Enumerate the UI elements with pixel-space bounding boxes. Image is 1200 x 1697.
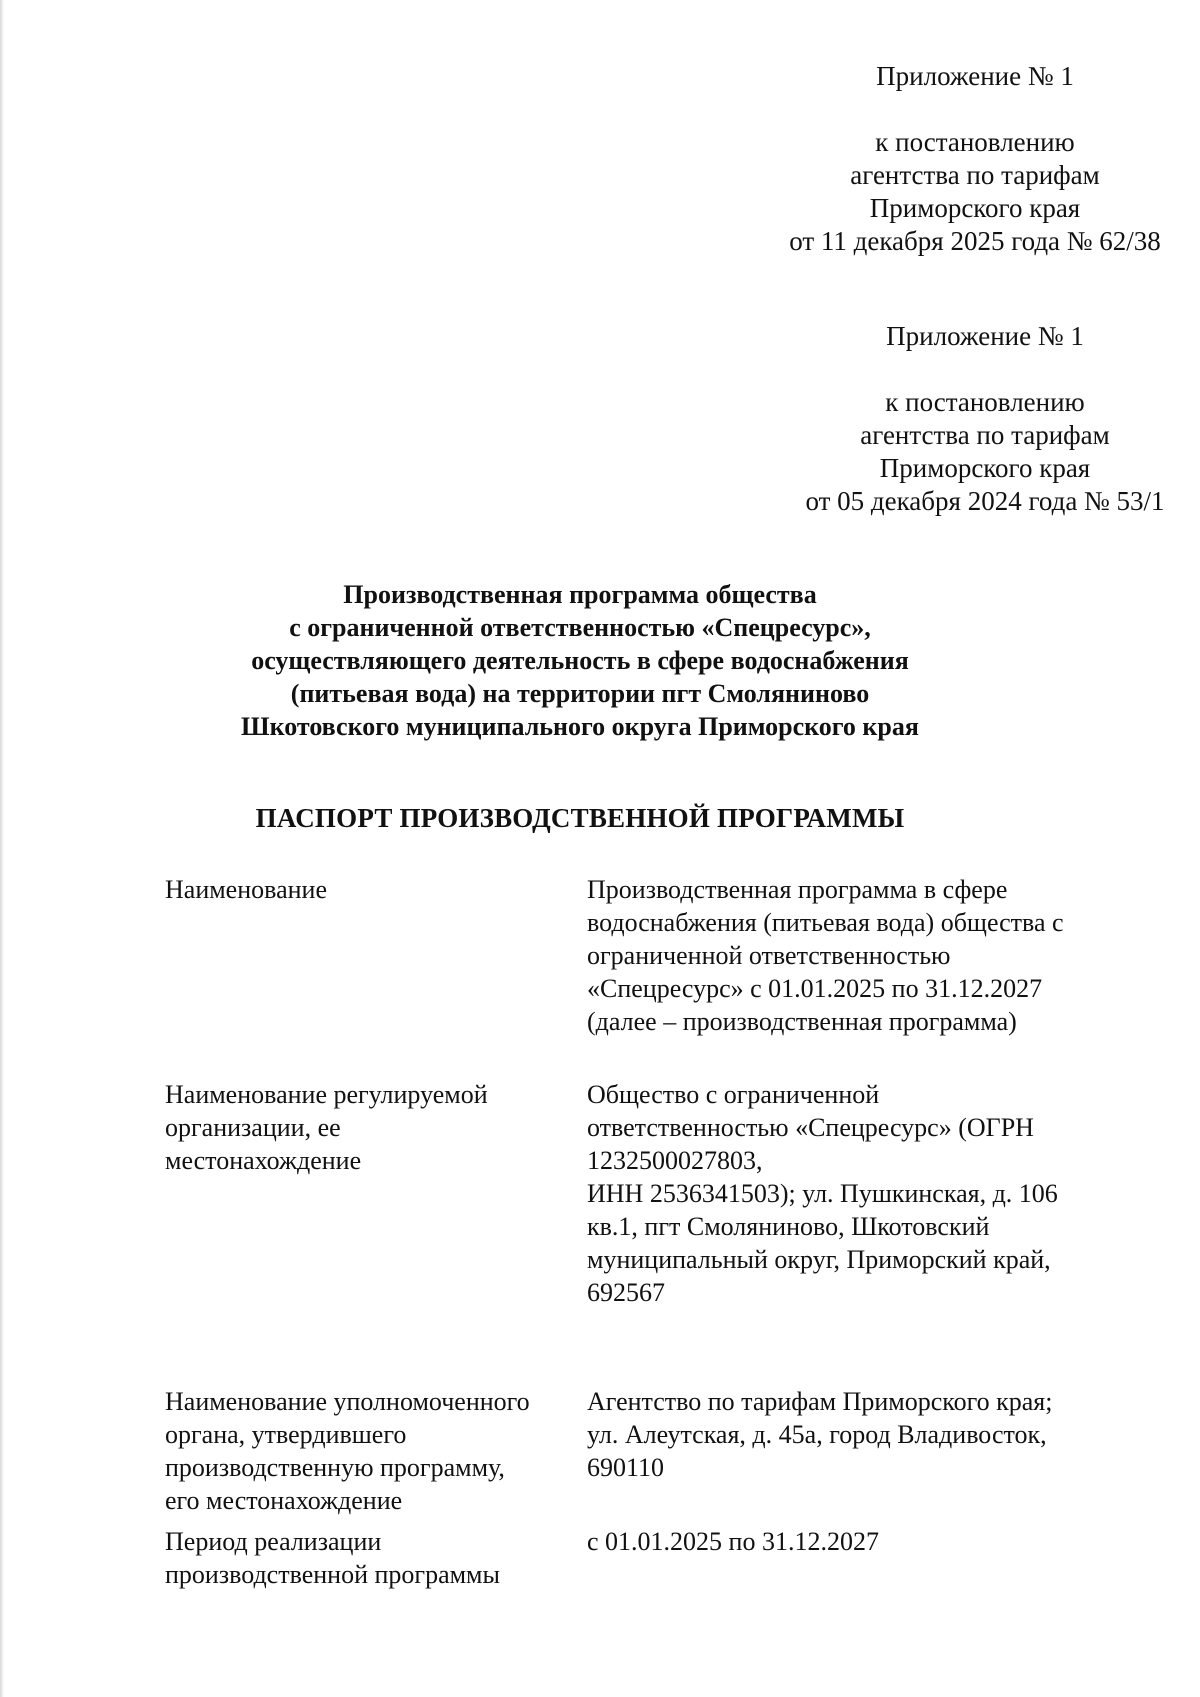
passport-row-value [587, 873, 1107, 1038]
label-line: его местонахождение [165, 1486, 403, 1515]
appendix-previous-line: агентства по тарифам [860, 420, 1110, 450]
program-title-line: Производственная программа общества [343, 580, 817, 609]
passport-row-value [587, 1078, 1107, 1309]
value-line: 692567 [587, 1278, 665, 1307]
label-line: производственную программу, [165, 1453, 505, 1482]
passport-row-label [165, 1525, 575, 1591]
value-line: Общество с ограниченной [587, 1080, 880, 1109]
value-line: ИНН 2536341503); ул. Пушкинская, д. 106 [587, 1179, 1058, 1208]
value-line: (далее – производственная программа) [587, 1007, 1017, 1036]
passport-row-label [165, 1385, 575, 1517]
appendix-current-title: Приложение № 1 [876, 61, 1074, 91]
scan-edge [0, 0, 4, 1697]
appendix-previous-line: от 05 декабря 2024 года № 53/1 [805, 486, 1165, 516]
label-line: Наименование [165, 875, 327, 904]
value-line: 690110 [587, 1453, 665, 1482]
label-line: Наименование регулируемой [165, 1080, 488, 1109]
value-line: ограниченной ответственностью [587, 941, 951, 970]
appendix-previous-title: Приложение № 1 [886, 321, 1084, 351]
appendix-previous-line: к постановлению [885, 387, 1085, 417]
label-line: Наименование уполномоченного [165, 1387, 530, 1416]
passport-row-value [587, 1525, 1107, 1558]
value-line: 1232500027803, [587, 1146, 763, 1175]
label-line: местонахождение [165, 1146, 362, 1175]
value-line: водоснабжения (питьевая вода) общества с [587, 908, 1064, 937]
passport-row-label [165, 873, 575, 906]
program-title-line: с ограниченной ответственностью «Спецресурс», [289, 613, 871, 642]
passport-row-label [165, 1078, 575, 1177]
program-title-line: осуществляющего деятельность в сфере водоснабжения [251, 646, 909, 675]
appendix-previous-line: Приморского края [879, 453, 1091, 483]
appendix-previous [710, 320, 1200, 518]
program-title [180, 578, 980, 743]
label-line: организации, ее [165, 1113, 341, 1142]
value-line: «Спецресурс» с 01.01.2025 по 31.12.2027 [587, 974, 1043, 1003]
passport-heading: ПАСПОРТ ПРОИЗВОДСТВЕННОЙ ПРОГРАММЫ [255, 803, 905, 833]
program-title-line: Шкотовского муниципального округа Приморского края [241, 712, 919, 741]
appendix-current-line: к постановлению [875, 127, 1075, 157]
value-line: кв.1, пгт Смоляниново, Шкотовский [587, 1212, 990, 1241]
label-line: производственной программы [165, 1560, 500, 1589]
label-line: Период реализации [165, 1527, 382, 1556]
value-line: ответственностью «Спецресурс» (ОГРН [587, 1113, 1034, 1142]
value-line: с 01.01.2025 по 31.12.2027 [587, 1527, 879, 1556]
value-line: муниципальный округ, Приморский край, [587, 1245, 1051, 1274]
appendix-current-line: Приморского края [869, 193, 1081, 223]
appendix-current-line: агентства по тарифам [850, 160, 1100, 190]
label-line: органа, утвердившего [165, 1420, 407, 1449]
value-line: ул. Алеутская, д. 45а, город Владивосток, [587, 1420, 1047, 1449]
program-title-line: (питьевая вода) на территории пгт Смоляниново [290, 679, 870, 708]
value-line: Агентство по тарифам Приморского края; [587, 1387, 1053, 1416]
value-line: Производственная программа в сфере [587, 875, 1008, 904]
passport-row-value [587, 1385, 1107, 1484]
appendix-current-line: от 11 декабря 2025 года № 62/38 [789, 226, 1161, 256]
appendix-current [700, 60, 1200, 258]
